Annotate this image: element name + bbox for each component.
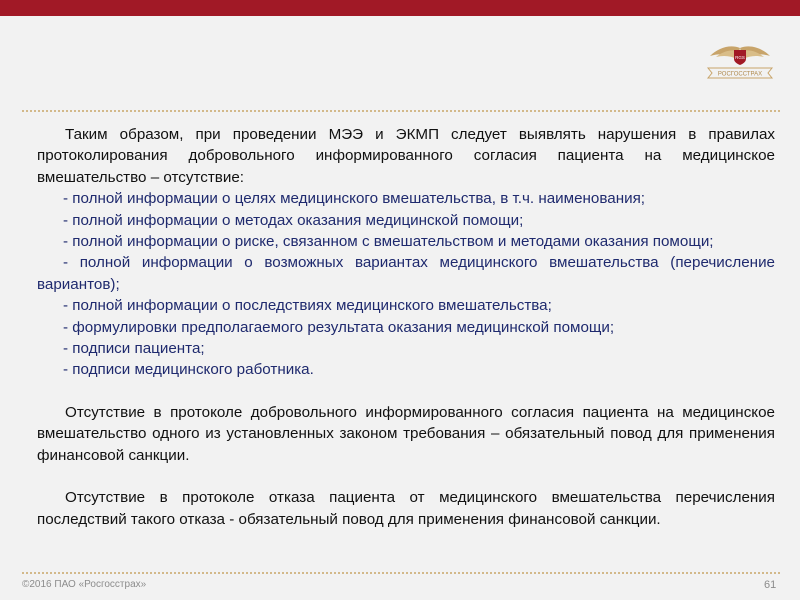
- list-item: - полной информации о последствиях медицинского вмешательства;: [63, 297, 552, 315]
- footer-copyright: ©2016 ПАО «Росгосстрах»: [22, 579, 147, 590]
- top-brand-bar: [0, 0, 800, 16]
- list-item: - подписи медицинского работника.: [63, 361, 314, 379]
- list-item: - подписи пациента;: [63, 340, 205, 358]
- refusal-paragraph: Отсутствие в протоколе отказа пациента от медицинского вмешательства перечисления последствий такого отказа - обязательный повод для применения финансовой санкции.: [37, 489, 775, 528]
- list-item: - полной информации о риске, связанном с вмешательством и методами оказания помощи;: [63, 233, 714, 251]
- slide-body: [37, 124, 775, 530]
- paragraph-spacer: [37, 466, 775, 487]
- bottom-divider: [22, 572, 780, 574]
- paragraph-spacer: [37, 381, 775, 402]
- page-number: 61: [764, 579, 777, 591]
- list-item: - полной информации о целях медицинского вмешательства, в т.ч. наименования;: [63, 190, 646, 208]
- list-item: - формулировки предполагаемого результата оказания медицинской помощи;: [63, 318, 615, 336]
- logo-text: РОСГОССТРАХ: [717, 71, 763, 78]
- logo-badge-text: RGS: [735, 55, 745, 60]
- sanction-paragraph: Отсутствие в протоколе добровольного информированного согласия пациента на медицинское вмешательство одного из установленных законом требования – обязательный повод для применения финансовой санкции.: [37, 403, 775, 464]
- list-item: - полной информации о возможных вариантах медицинского вмешательства (перечисление вариантов);: [37, 254, 775, 293]
- intro-paragraph: Таким образом, при проведении МЭЭ и ЭКМП следует выявлять нарушения в правилах протоколирования добровольного информированного согласия пациента на медицинское вмешательство – отсутствие:: [37, 126, 775, 186]
- rosgosstrakh-logo: [704, 42, 776, 84]
- top-divider: [22, 110, 780, 112]
- list-item: - полной информации о методах оказания медицинской помощи;: [63, 211, 524, 229]
